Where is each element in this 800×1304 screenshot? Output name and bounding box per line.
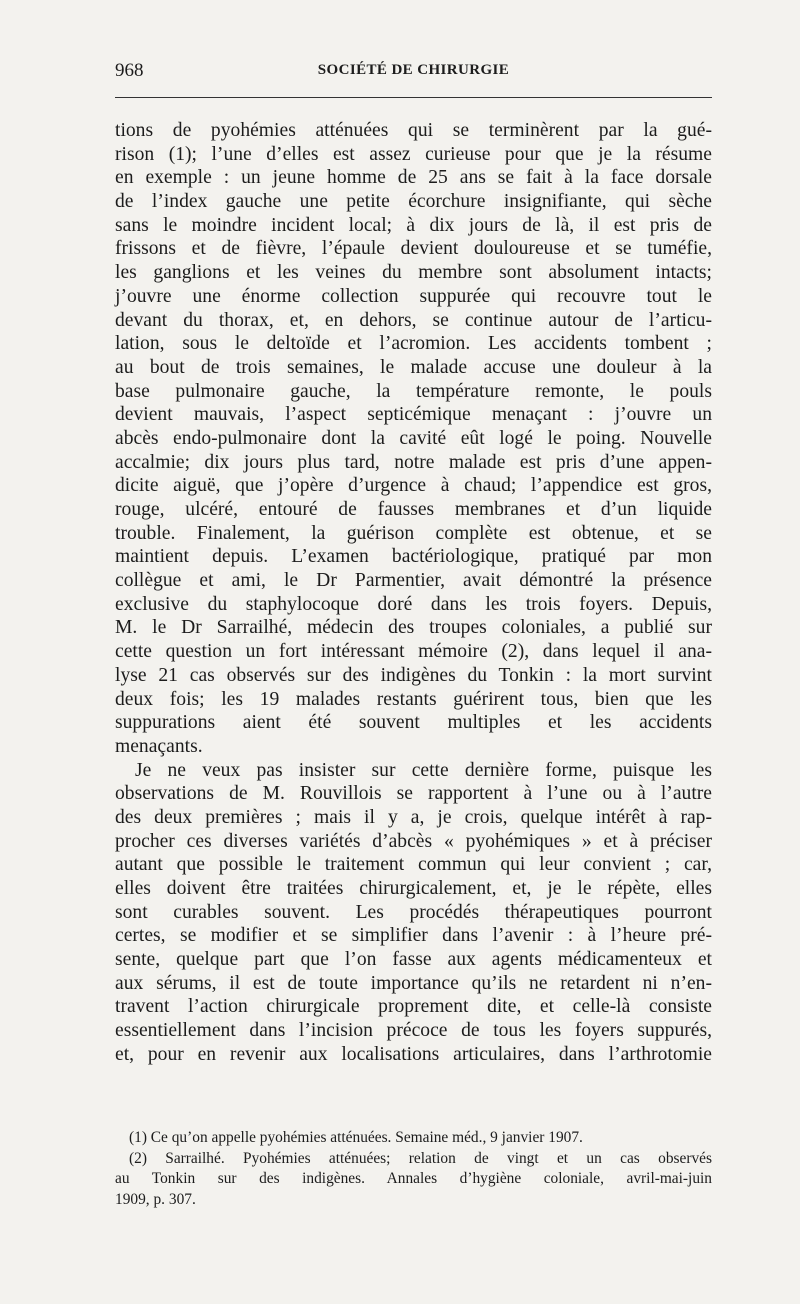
text-line: cette question un fort intéressant mémoire (2), dans lequel il ana-	[115, 641, 712, 663]
text-line: maintient depuis. L’examen bactériologique, pratiqué par mon	[115, 546, 712, 568]
text-line: des deux premières ; mais il y a, je crois, quelque intérêt à rap-	[115, 806, 712, 828]
footnote-line: (1) Ce qu’on appelle pyohémies atténuées. Semaine méd., 9 janvier 1907.	[129, 1129, 583, 1146]
body-text	[115, 119, 712, 1067]
footnotes	[115, 1128, 712, 1210]
text-line: dicite aiguë, que j’opère d’urgence à chaud; l’appendice est gros,	[115, 475, 712, 497]
text-line: devant du thorax, et, en dehors, se continue autour de l’articu-	[115, 309, 712, 331]
text-line: frissons et de fièvre, l’épaule devient douloureuse et se tuméfie,	[115, 238, 712, 260]
text-line: autant que possible le traitement commun qui leur convient ; car,	[115, 854, 712, 876]
text-line: aux sérums, il est de toute importance qu’ils ne retardent ni n’en-	[115, 972, 712, 994]
text-line: sont curables souvent. Les procédés thérapeutiques pourront	[115, 901, 712, 923]
text-line: les ganglions et les veines du membre sont absolument intacts;	[115, 262, 712, 284]
text-line: collègue et ami, le Dr Parmentier, avait démontré la présence	[115, 570, 712, 592]
text-line: lyse 21 cas observés sur des indigènes du Tonkin : la mort survint	[115, 664, 712, 686]
text-line: en exemple : un jeune homme de 25 ans se fait à la face dorsale	[115, 167, 712, 189]
text-line: suppurations aient été souvent multiples et les accidents	[115, 712, 712, 734]
text-line: Je ne veux pas insister sur cette dernière forme, puisque les	[135, 759, 712, 781]
text-line: abcès endo-pulmonaire dont la cavité eût logé le poing. Nouvelle	[115, 427, 712, 449]
text-line: j’ouvre une énorme collection suppurée qui recouvre tout le	[115, 285, 712, 307]
text-line: essentiellement dans l’incision précoce de tous les foyers suppurés,	[115, 1020, 712, 1042]
text-line: M. le Dr Sarrailhé, médecin des troupes coloniales, a publié sur	[115, 617, 712, 639]
text-line: travent l’action chirurgicale proprement dite, et celle-là consiste	[115, 996, 712, 1018]
text-line: observations de M. Rouvillois se rapportent à l’une ou à l’autre	[115, 783, 712, 805]
text-line: sente, quelque part que l’on fasse aux agents médicamenteux et	[115, 949, 712, 971]
text-line: rouge, ulcéré, entouré de fausses membranes et d’un liquide	[115, 499, 712, 520]
footnote-line: 1909, p. 307.	[115, 1190, 196, 1208]
text-line: tions de pyohémies atténuées qui se terminèrent par la gué-	[115, 120, 712, 141]
text-line: devient mauvais, l’aspect septicémique menaçant : j’ouvre un	[115, 404, 712, 426]
text-line: de l’index gauche une petite écorchure insignifiante, qui sèche	[115, 191, 712, 213]
text-line: certes, se modifier et se simplifier dans l’avenir : à l’heure pré-	[115, 925, 712, 947]
text-line: rison (1); l’une d’elles est assez curieuse pour que je la résume	[115, 143, 712, 165]
text-line: au bout de trois semaines, le malade accuse une douleur à la	[115, 356, 712, 378]
footnote-line: au Tonkin sur des indigènes. Annales d’hygiène coloniale, avril-mai-juin	[115, 1170, 712, 1187]
footnote-line: (2) Sarrailhé. Pyohémies atténuées; relation de vingt et un cas observés	[129, 1149, 712, 1167]
text-line: et, pour en revenir aux localisations articulaires, dans l’arthrotomie	[115, 1043, 712, 1065]
text-line: base pulmonaire gauche, la température remonte, le pouls	[115, 380, 712, 402]
text-line: lation, sous le deltoïde et l’acromion. Les accidents tombent ;	[115, 333, 712, 355]
running-title: SOCIÉTÉ DE CHIRURGIE	[317, 62, 510, 78]
text-line: trouble. Finalement, la guérison complète est obtenue, et se	[115, 522, 712, 544]
text-line: accalmie; dix jours plus tard, notre malade est pris d’une appen-	[115, 451, 712, 473]
text-line: procher ces diverses variétés d’abcès « pyohémiques » et à préciser	[115, 830, 712, 852]
page-number: 968	[115, 60, 144, 81]
text-line: menaçants.	[115, 735, 203, 757]
text-line: exclusive du staphylocoque doré dans les trois foyers. Depuis,	[115, 593, 712, 615]
text-line: sans le moindre incident local; à dix jours de là, il est pris de	[115, 214, 712, 236]
text-line: deux fois; les 19 malades restants guérirent tous, bien que les	[115, 688, 712, 710]
header-rule	[115, 97, 712, 98]
text-line: elles doivent être traitées chirurgicalement, et, je le répète, elles	[115, 878, 712, 899]
page-header	[115, 60, 712, 86]
